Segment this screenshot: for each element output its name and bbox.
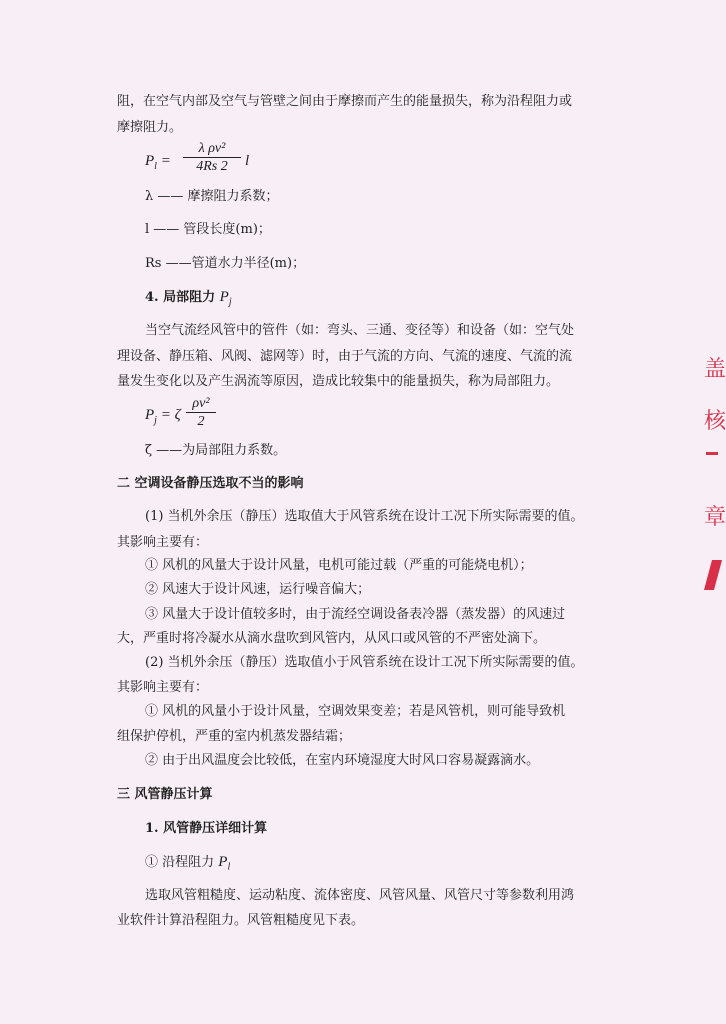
paragraph-local-line3: 量发生变化以及产生涡流等原因，造成比较集中的能量损失，称为局部阻力。: [117, 374, 560, 389]
eq1-denominator: 4Rs 2: [183, 157, 241, 176]
stamp-stroke-2: [704, 560, 722, 590]
section2-case2-item2: ② 由于出风温度会比较低，在室内环境湿度大时风口容易凝露滴水。: [145, 753, 540, 768]
paragraph-local-line2: 理设备、静压箱、风阀、滤网等）时，由于气流的方向、气流的速度、气流的流: [117, 349, 573, 364]
section2-case2-line2: 其影响主要有：: [117, 680, 209, 695]
eq2-denominator: 2: [186, 412, 216, 431]
eq2-numerator: ρv²: [192, 396, 210, 411]
stamp-stroke: [706, 452, 718, 455]
heading-local-resistance: 4. 局部阻力 $P_j$: [145, 289, 232, 308]
eq1-tail: l: [245, 153, 250, 169]
section2-case1-item3-line1: ③ 风量大于设计值较多时，由于流经空调设备表冷器（蒸发器）的风速过: [145, 607, 566, 622]
paragraph-friction-line2: 摩擦阻力。: [117, 120, 183, 135]
stamp-char-1: 盖: [704, 357, 726, 382]
definition-zeta: ζ ——为局部阻力系数。: [145, 443, 287, 458]
definition-length: l —— 管段长度(m)；: [145, 222, 271, 237]
section3-paragraph-line1: 选取风管粗糙度、运动粘度、流体密度、风管风量、风管尺寸等参数利用鸿: [145, 888, 575, 903]
stamp-char-3: 章: [704, 505, 726, 530]
document-page: 阻，在空气内部及空气与管壁之间由于摩擦而产生的能量损失，称为沿程阻力或 摩擦阻力。 $P_l$ = $\frac{\text{λ ρv²}}{4Rs 2}$ l λ —— 摩擦阻力系数； l —— 管段长度(m)； Rs ——管道水力半径(m)； 4. 局部阻力 $P_j$ 当空气流经风管中的管件（如：弯头、三通、变径等）和设备（如：空气处 理设备、静压箱、风阀、滤网等）时，由于气流的方向、气流的速度、气流的流 量发生变化以及产生涡流等原因，造成比较集中的能量损失，称为局部阻力。 $P_j = \zeta$ $\frac{\text{ρv²}}{2}$ ζ ——为局部阻力系数。 二 空调设备静压选取不当的影响 (1) 当机外余压（静压）选取值大于风管系统在设计工况下所实际需要的值。 其影响主要有： ① 风机的风量大于设计风量，电机可能过载（严重的可能烧电机）； ② 风速大于设计风速，运行噪音偏大； ③ 风量大于设计值较多时，由于流经空调设备表冷器（蒸发器）的风速过 大，严重时将冷凝水从滴水盘吹到风管内，从风口或风管的不严密处滴下。 (2) 当机外余压（静压）选取值小于风管系统在设计工况下所实际需要的值。 其影响主要有： ① 风机的风量小于设计风量，空调效果变差；若是风管机，则可能导致机 组保护停机，严重的室内机蒸发器结霜； ② 由于出风温度会比较低，在室内环境湿度大时风口容易凝露滴水。 三 风管静压计算 1. 风管静压详细计算 ① 沿程阻力 $P_l$ 选取风管粗糙度、运动粘度、流体密度、风管风量、风管尺寸等参数利用鸿 业软件计算沿程阻力。风管粗糙度见下表。 盖 核 章: [117, 94, 726, 928]
eq1-lhs: P: [145, 153, 155, 169]
eq1-numerator: λ ρv²: [198, 141, 226, 156]
section3-item-friction: ① 沿程阻力 $P_l$: [145, 854, 231, 873]
section2-case2-line1: (2) 当机外余压（静压）选取值小于风管系统在设计工况下所实际需要的值。: [145, 655, 584, 670]
definition-hydraulic-radius: Rs ——管道水力半径(m)；: [145, 256, 306, 271]
section-3-heading: 三 风管静压计算: [117, 787, 213, 802]
section3-subheading: 1. 风管静压详细计算: [145, 821, 268, 836]
section2-case1-item2: ② 风速大于设计风速，运行噪音偏大；: [145, 582, 371, 597]
paragraph-friction-line1: 阻，在空气内部及空气与管壁之间由于摩擦而产生的能量损失，称为沿程阻力或: [117, 94, 573, 109]
eq2-fraction: [186, 396, 216, 431]
section2-case1-line1: (1) 当机外余压（静压）选取值大于风管系统在设计工况下所实际需要的值。: [145, 509, 584, 524]
definition-lambda: λ —— 摩擦阻力系数；: [145, 189, 279, 204]
stamp-char-2: 核: [704, 409, 726, 434]
section2-case1-item1: ① 风机的风量大于设计风量，电机可能过载（严重的可能烧电机）；: [145, 558, 533, 573]
section-2-heading: 二 空调设备静压选取不当的影响: [117, 476, 304, 491]
section3-paragraph-line2: 业软件计算沿程阻力。风管粗糙度见下表。: [117, 913, 365, 928]
section2-case1-line2: 其影响主要有：: [117, 535, 209, 550]
eq1-fraction: [183, 141, 241, 176]
section2-case2-item1-line1: ① 风机的风量小于设计风量，空调效果变差；若是风管机，则可能导致机: [145, 704, 566, 719]
section2-case1-item3-line2: 大，严重时将冷凝水从滴水盘吹到风管内，从风口或风管的不严密处滴下。: [117, 631, 547, 646]
section2-case2-item1-line2: 组保护停机，严重的室内机蒸发器结霜；: [117, 729, 352, 744]
eq1-lhs-sub: l: [154, 161, 157, 172]
paragraph-local-line1: 当空气流经风管中的管件（如：弯头、三通、变径等）和设备（如：空气处: [145, 323, 575, 338]
